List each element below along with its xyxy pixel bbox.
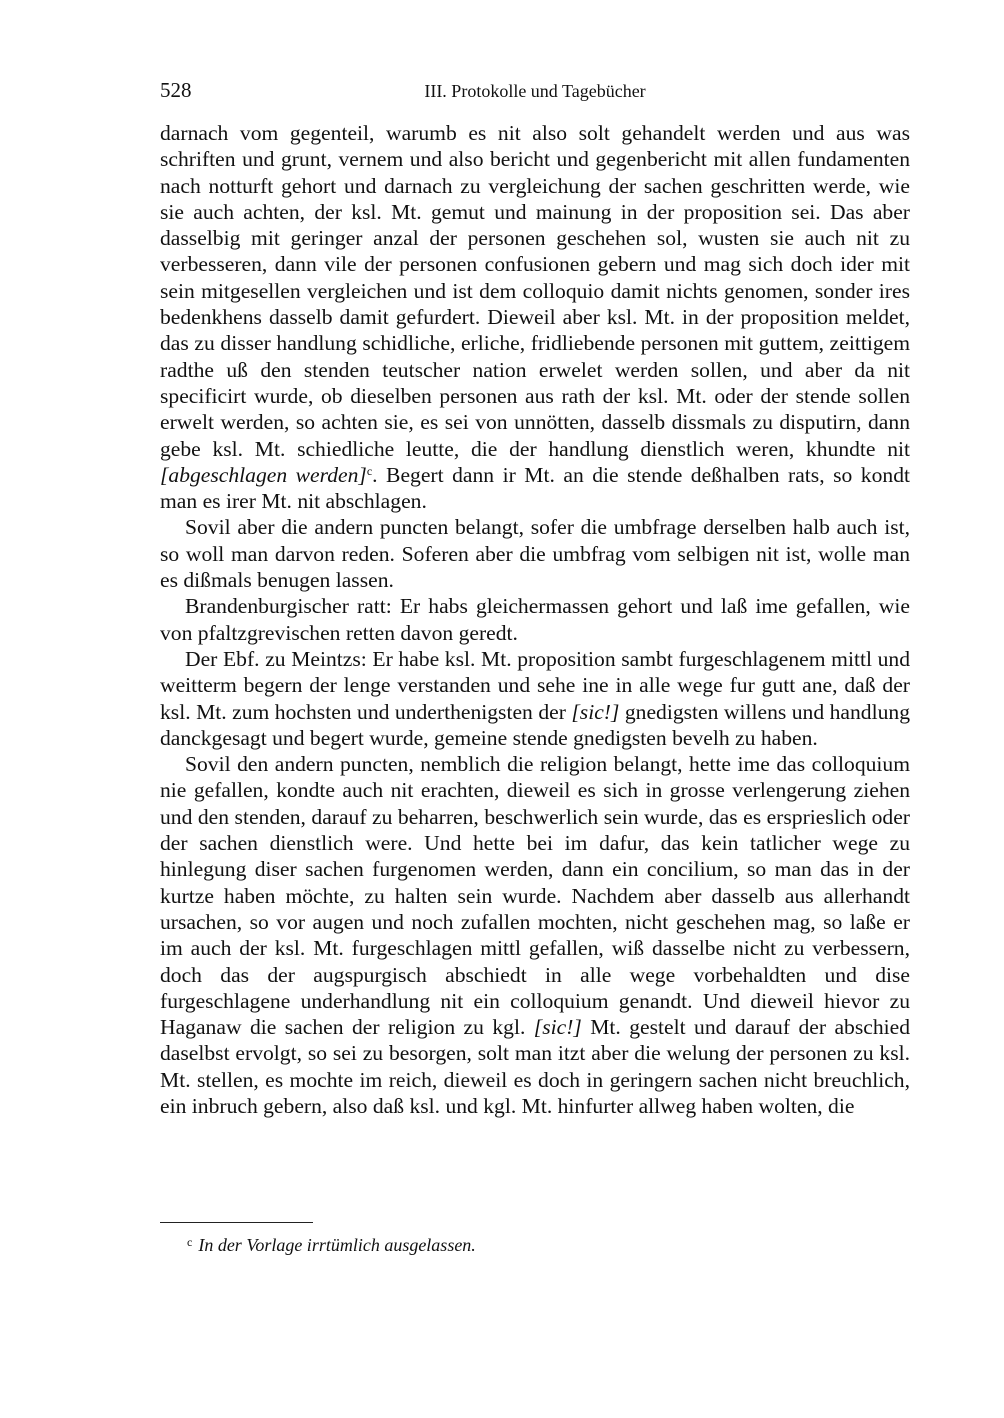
running-title: III. Protokolle und Tagebücher — [424, 81, 646, 101]
footnote-mark: c — [187, 1235, 193, 1249]
paragraph-1-text-a: darnach vom gegenteil, warumb es nit also solt gehandelt werden und aus was schriften und grunt, vernem und also bericht und gegenbericht mit allen fundamenten nach notturft gehort und darnach zu vergleichung der sachen geschritten werde, wie sie auch achten, der ksl. Mt. gemut und mainung in der proposition sei. Das aber dasselbig mit geringer anzal der personen geschehen sol, wusten sie auch nit zu verbesseren, dann vile der personen confusionen gebern und mag sich doch ider mit sein mitgesellen vergleichen und ist dem colloquio damit nichts genomen, sonder ires bedenkhens dasselb damit gefurdert. Dieweil aber ksl. Mt. in der proposition meldet, das zu disser handlung schidliche, erliche, fridliebende personen mit guttem, zeittigem radthe uß den stenden teutscher nation erwelet werden sollen, und aber da nit specificirt wurde, ob dieselben personen aus rath der ksl. Mt. oder der stende sollen erwelt werden, so achten sie, es sei von unnötten, dasselb dissmals zu disputirn, dann gebe ksl. Mt. schiedliche leutte, die der handlung dienstlich weren, khundte nit — [160, 121, 910, 461]
sic-marker: [sic!] — [533, 1015, 582, 1040]
footnote — [187, 1230, 887, 1257]
paragraph-5-text-a: Sovil den andern puncten, nemblich die religion belangt, hette ime das colloquium nie gefallen, kondte auch nit erachten, dieweil es sich in grosse verlengerung ziehen und den stenden, darauf zu beharren, beschwerlich sein wurde, das es ersprieslich oder der sachen dienstlich were. Und hette bei im dafur, das kein tatlicher wege zu hinlegung diser sachen furgenomen werden, dann ein concilium, so man das in der kurtze haben möchte, zu halten sein wurde. Nachdem aber dasselb aus allerhandt ursachen, so vor augen und noch zufallen mochten, nicht geschehen mag, so laße er im auch der ksl. Mt. furgeschlagen mittl gefallen, wiß dasselbe nicht zu verbessern, doch das der augspurgisch abschiedt in alle wege vorbehaldten und dise furgeschlagene underhandlung nit ein colloquium genandt. Und dieweil hievor zu Haganaw die sachen der religion zu kgl. — [160, 752, 910, 1040]
paragraph-4-text-b: gnedigsten willens und handlung danckgesagt und begert wurde, gemeine stende gnedigsten bevelh zu haben. — [160, 699, 910, 750]
paragraph-4-text-a: Der Ebf. zu Meintzs: Er habe ksl. Mt. proposition sambt furgeschlagenem mittl und weitterm begern der lenge verstanden und sehe ine in alle wege fur gutt ane, daß der ksl. Mt. zum hochsten und underthenigsten der — [160, 646, 910, 724]
paragraph-3: Brandenburgischer ratt: Er habs gleichermassen gehort und laß ime gefallen, wie von pfaltzgrevischen retten davon geredt. — [160, 594, 910, 645]
paragraph-2: Sovil aber die andern puncten belangt, sofer die umbfrage derselben halb auch ist, so woll man darvon reden. Soferen aber die umbfrag vom selbigen nit ist, wolle man es dißmals benugen lassen. — [160, 515, 910, 593]
sic-marker: [sic!] — [571, 699, 620, 724]
footnote-divider — [160, 1222, 313, 1223]
footnote-text: In der Vorlage irrtümlich ausgelassen. — [198, 1235, 476, 1255]
paragraph-1 — [160, 120, 910, 514]
paragraph-4 — [160, 646, 910, 751]
page-number: 528 — [160, 78, 192, 102]
paragraph-5-text-b: Mt. gestelt und darauf der abschied daselbst ervolgt, so sei zu besorgen, solt man itzt aber die welung der personen zu ksl. Mt. stellen, es mochte im reich, dieweil es doch in geringern sachen nicht breuchlich, ein inbruch gebern, also daß ksl. und kgl. Mt. hinfurter allweg haben wolten, die — [160, 1015, 910, 1118]
page-header — [160, 78, 910, 108]
footnote-reference[interactable]: c — [366, 463, 373, 478]
body-text — [160, 120, 910, 1119]
paragraph-5 — [160, 751, 910, 1119]
paragraph-1-text-b: . Begert dann ir Mt. an die stende deßhalben rats, so kondt man es irer Mt. nit abschlagen. — [160, 462, 910, 514]
editorial-insertion: [abgeschlagen werden] — [160, 462, 367, 487]
